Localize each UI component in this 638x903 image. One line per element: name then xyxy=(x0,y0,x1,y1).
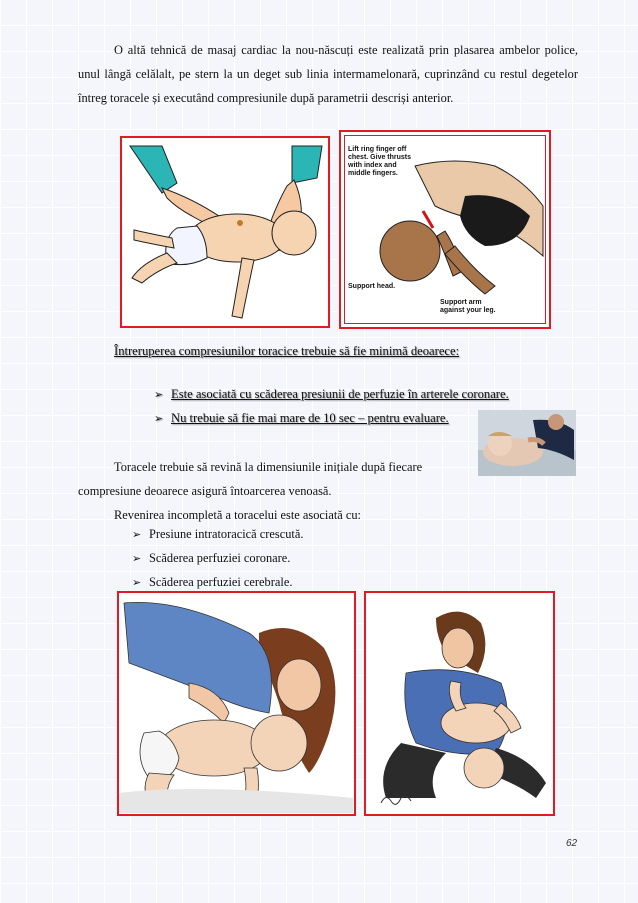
recoil-bullet-2: ➢ Scăderea perfuziei coronare. xyxy=(132,551,291,565)
arrow-bullet-icon: ➢ xyxy=(154,413,164,425)
svg-text:Support head.: Support head. xyxy=(348,283,396,290)
chest-recoil-line2: compresiune deoarece asigură întoarcerea venoasă. xyxy=(78,484,332,498)
illustration-woman-two-finger-cpr xyxy=(117,591,356,816)
incomplete-recoil-intro: Revenirea incompletă a toracelui este asociată cu: xyxy=(114,508,362,522)
arrow-bullet-icon: ➢ xyxy=(132,529,142,541)
bullet-item-1: ➢ Este asociată cu scăderea presiunii de perfuzie în arterele coronare. xyxy=(154,387,509,401)
illustration-infant-thumbs-compression xyxy=(120,136,330,328)
recoil-bullet-1: ➢ Presiune intratoracică crescută. xyxy=(132,527,304,541)
intro-paragraph: O altă tehnică de masaj cardiac la nou-născuți este realizată prin plasarea ambelor police, unul lângă celălalt, pe stern la un deget sub linia intermamelonară, cuprinzând cu restul degetelor întreg toracele și executând compresiunile după parametrii descriși anterior. xyxy=(78,43,578,105)
arrow-bullet-icon: ➢ xyxy=(154,389,164,401)
svg-text:Lift ring finger off: Lift ring finger off chest. Give thrusts with index and middle fingers. xyxy=(348,146,412,177)
recoil-bullet-3: ➢ Scăderea perfuziei cerebrale. xyxy=(132,575,293,589)
section-heading: Întreruperea compresiunilor toracice trebuie să fie minimă deoarece: xyxy=(114,344,460,358)
page-number: 62 xyxy=(566,838,578,849)
photo-infant-cpr xyxy=(478,410,576,476)
chest-recoil-line1: Toracele trebuie să revină la dimensiunile inițiale după fiecare xyxy=(114,460,423,474)
bullet-item-2: ➢ Nu trebuie să fie mai mare de 10 sec – pentru evaluare. xyxy=(154,411,449,425)
arrow-bullet-icon: ➢ xyxy=(132,577,142,589)
illustration-woman-kneeling-infant-cpr xyxy=(364,591,555,816)
illustration-infant-back-support xyxy=(339,130,551,329)
arrow-bullet-icon: ➢ xyxy=(132,553,142,565)
svg-text:Support arm against: Support arm against your leg. xyxy=(440,299,496,314)
